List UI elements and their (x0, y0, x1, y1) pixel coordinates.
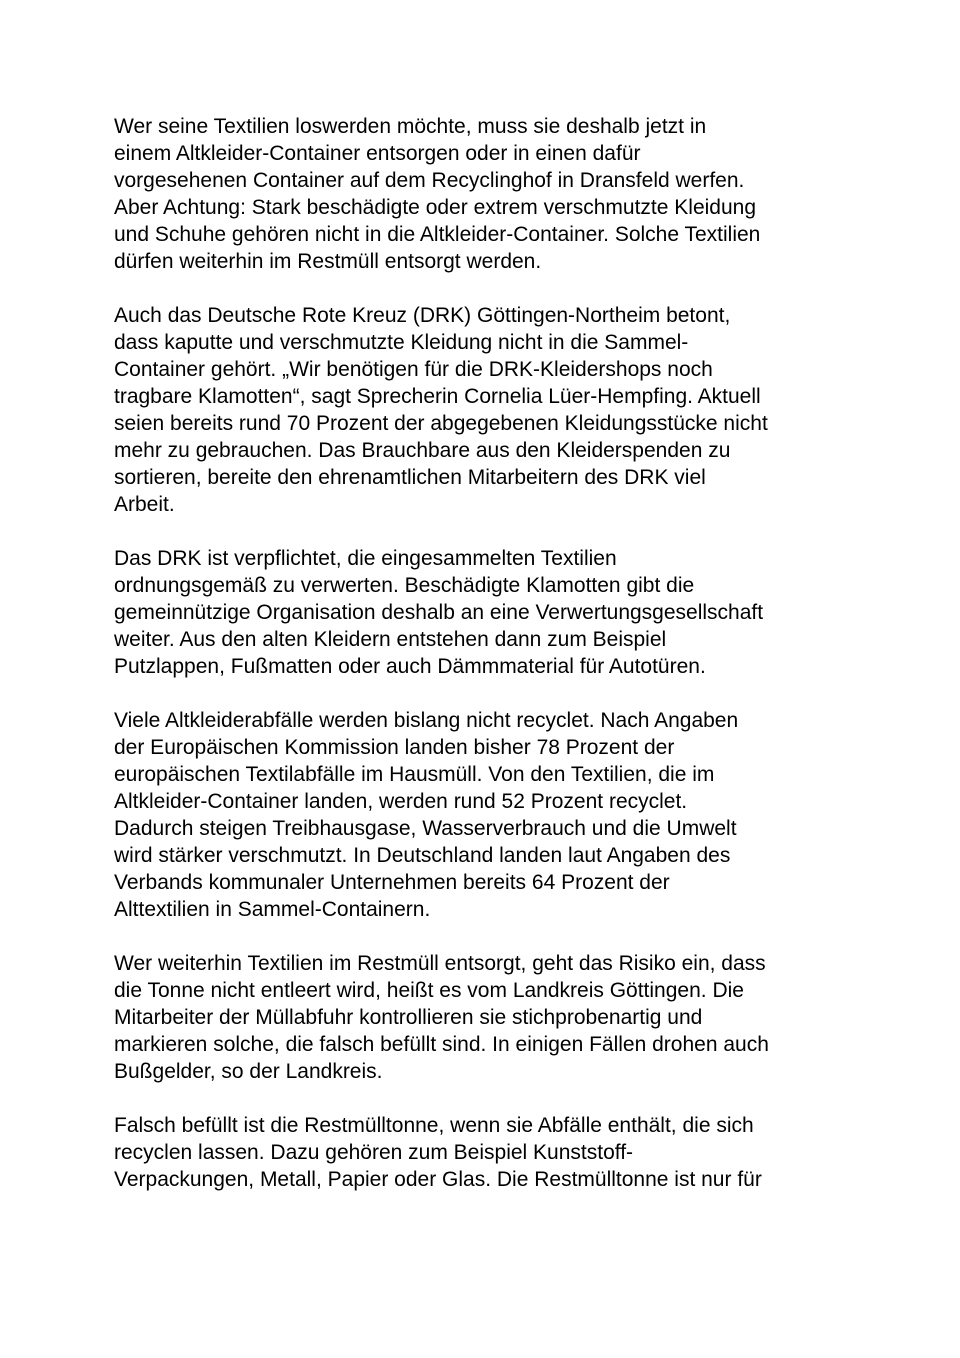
text-line: Container gehört. „Wir benötigen für die DRK-Kleidershops noch (114, 358, 713, 381)
text-line: Bußgelder, so der Landkreis. (114, 1060, 383, 1083)
text-line: Das DRK ist verpflichtet, die eingesammelten Textilien (114, 547, 617, 570)
text-line: europäischen Textilabfälle im Hausmüll. Von den Textilien, die im (114, 763, 715, 786)
text-line: Auch das Deutsche Rote Kreuz (DRK) Göttingen-Northeim betont, (114, 304, 731, 327)
paragraph-recycling-statistik (114, 707, 854, 923)
text-line: einem Altkleider-Container entsorgen oder in einen dafür (114, 142, 641, 165)
text-line: Arbeit. (114, 493, 175, 516)
document-body (114, 113, 854, 1220)
text-line: weiter. Aus den alten Kleidern entstehen dann zum Beispiel (114, 628, 667, 651)
text-line: vorgesehenen Container auf dem Recyclinghof in Dransfeld werfen. (114, 169, 745, 192)
text-line: der Europäischen Kommission landen bisher 78 Prozent der (114, 736, 675, 759)
text-line: seien bereits rund 70 Prozent der abgegebenen Kleidungsstücke nicht (114, 412, 768, 435)
text-line: mehr zu gebrauchen. Das Brauchbare aus den Kleiderspenden zu (114, 439, 731, 462)
text-line: Wer weiterhin Textilien im Restmüll entsorgt, geht das Risiko ein, dass (114, 952, 766, 975)
text-line: die Tonne nicht entleert wird, heißt es vom Landkreis Göttingen. Die (114, 979, 744, 1002)
text-line: Altkleider-Container landen, werden rund 52 Prozent recyclet. (114, 790, 688, 813)
text-line: markieren solche, die falsch befüllt sind. In einigen Fällen drohen auch (114, 1033, 769, 1056)
text-line: gemeinnützige Organisation deshalb an eine Verwertungsgesellschaft (114, 601, 764, 624)
text-line: Putzlappen, Fußmatten oder auch Dämmmaterial für Autotüren. (114, 655, 706, 678)
text-line: Wer seine Textilien loswerden möchte, muss sie deshalb jetzt in (114, 115, 707, 138)
paragraph-textilien-entsorgen (114, 113, 854, 275)
text-line: tragbare Klamotten“, sagt Sprecherin Cornelia Lüer-Hempfing. Aktuell (114, 385, 761, 408)
text-line: Verbands kommunaler Unternehmen bereits 64 Prozent der (114, 871, 670, 894)
text-line: Aber Achtung: Stark beschädigte oder extrem verschmutzte Kleidung (114, 196, 757, 219)
paragraph-restmuelltonne (114, 1112, 854, 1193)
text-line: und Schuhe gehören nicht in die Altkleider-Container. Solche Textilien (114, 223, 761, 246)
text-line: Falsch befüllt ist die Restmülltonne, wenn sie Abfälle enthält, die sich (114, 1114, 754, 1137)
paragraph-restmuell-risiko (114, 950, 854, 1085)
text-line: ordnungsgemäß zu verwerten. Beschädigte Klamotten gibt die (114, 574, 695, 597)
text-line: dürfen weiterhin im Restmüll entsorgt werden. (114, 250, 542, 273)
text-line: Dadurch steigen Treibhausgase, Wasserverbrauch und die Umwelt (114, 817, 737, 840)
text-line: wird stärker verschmutzt. In Deutschland landen laut Angaben des (114, 844, 731, 867)
text-line: recyclen lassen. Dazu gehören zum Beispiel Kunststoff- (114, 1141, 634, 1164)
paragraph-drk-verwertung (114, 545, 854, 680)
text-line: dass kaputte und verschmutzte Kleidung nicht in die Sammel- (114, 331, 689, 354)
text-line: Verpackungen, Metall, Papier oder Glas. Die Restmülltonne ist nur für (114, 1168, 762, 1191)
text-line: Alttextilien in Sammel-Containern. (114, 898, 431, 921)
text-line: Viele Altkleiderabfälle werden bislang nicht recyclet. Nach Angaben (114, 709, 739, 732)
paragraph-drk-kleidung (114, 302, 854, 518)
text-line: sortieren, bereite den ehrenamtlichen Mitarbeitern des DRK viel (114, 466, 706, 489)
text-line: Mitarbeiter der Müllabfuhr kontrollieren sie stichprobenartig und (114, 1006, 703, 1029)
